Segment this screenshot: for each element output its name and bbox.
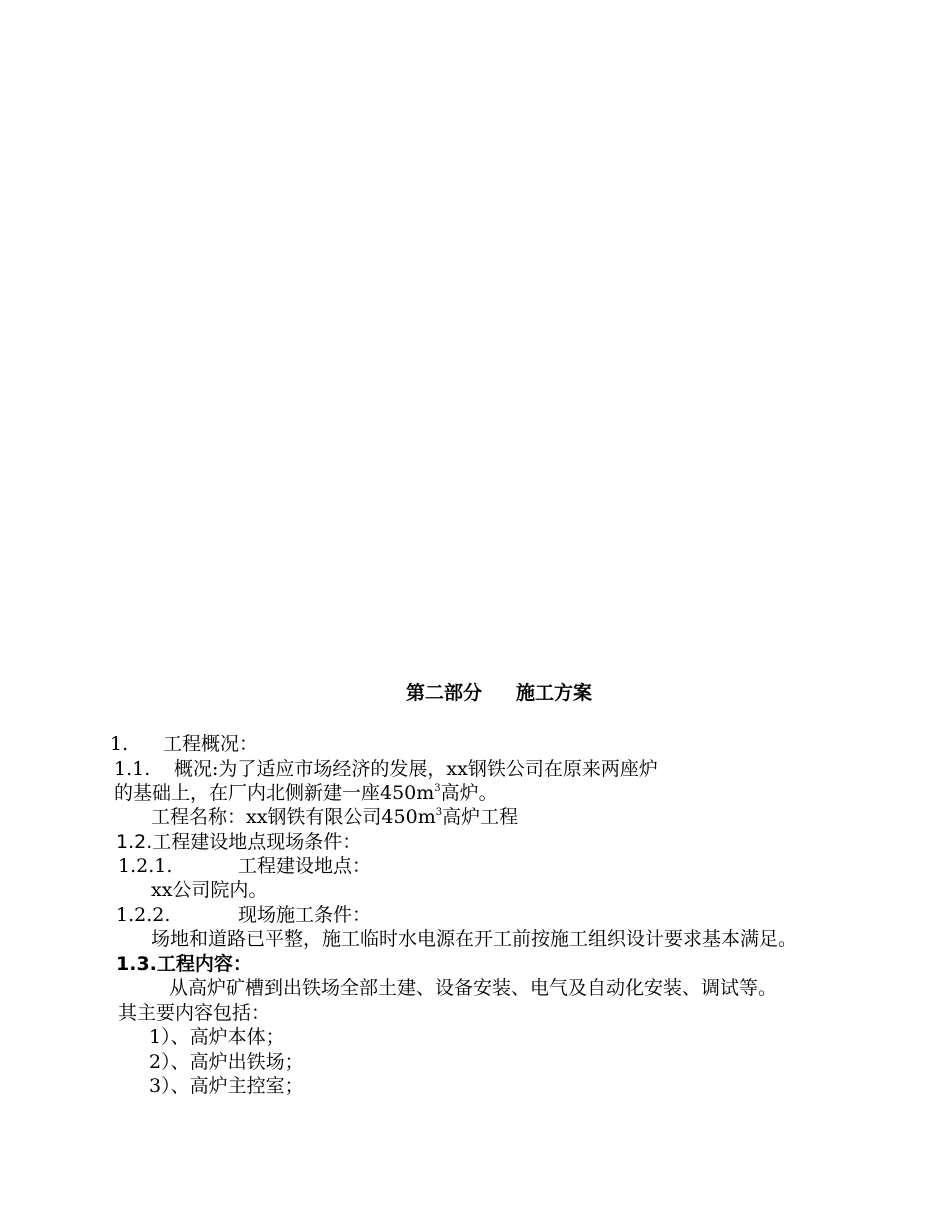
- section-label: 工程概况：: [163, 733, 259, 755]
- part-number: 第二部分: [405, 682, 482, 704]
- section-text: 其主要内容包括：: [118, 1002, 271, 1024]
- project-name-text: 工程名称：xx钢铁有限公司450m: [151, 806, 436, 828]
- section-text: 从高炉矿槽到出铁场全部土建、设备安装、电气及自动化安装、调试等。: [169, 977, 778, 999]
- superscript: 3: [435, 807, 443, 818]
- section-label: 工程建设地点现场条件：: [152, 831, 362, 853]
- section-1-2-heading: [116, 830, 361, 854]
- section-text: 的基础上，在厂内北侧新建一座450m: [114, 782, 435, 804]
- project-name-text: 高炉工程: [442, 806, 519, 828]
- section-text: 概况:为了适应市场经济的发展，xx钢铁公司在原来两座炉: [174, 758, 658, 780]
- section-1-2-1-content: [151, 878, 267, 902]
- part-heading: [0, 680, 950, 706]
- project-name-line: [151, 805, 518, 829]
- section-text: 高炉。: [440, 782, 498, 804]
- section-number: 1.1.: [114, 758, 151, 780]
- list-item: 2）、高炉出铁场；: [149, 1051, 304, 1073]
- section-1-2-2-content: [151, 927, 797, 951]
- section-label: 现场施工条件：: [238, 904, 372, 926]
- part-title: 施工方案: [516, 682, 593, 704]
- section-number: 1.2.: [116, 831, 153, 853]
- section-1-1-line2: [114, 781, 498, 805]
- section-number: 1.2.2.: [116, 904, 171, 926]
- list-item: 3）、高炉主控室；: [149, 1075, 304, 1097]
- section-number: 1.: [110, 733, 129, 755]
- section-text: xx公司院内。: [151, 879, 268, 901]
- section-1-2-1-heading: [118, 854, 371, 878]
- section-1-2-2-heading: [116, 903, 371, 927]
- section-label: 工程建设地点：: [238, 855, 372, 877]
- section-1-3-content: [169, 976, 777, 1000]
- section-1-3-intro: [118, 1001, 270, 1025]
- section-number: 1.3.: [116, 953, 157, 975]
- section-label: 工程内容：: [156, 953, 252, 975]
- list-item: 1）、高炉本体；: [149, 1026, 285, 1048]
- section-text: 场地和道路已平整，施工临时水电源在开工前按施工组织设计要求基本满足。: [151, 928, 798, 950]
- section-1-1-line1: [114, 757, 658, 781]
- section-1-3-heading: [116, 952, 252, 976]
- superscript: 3: [434, 783, 441, 794]
- section-1-heading: [110, 732, 258, 756]
- section-number: 1.2.1.: [118, 855, 173, 877]
